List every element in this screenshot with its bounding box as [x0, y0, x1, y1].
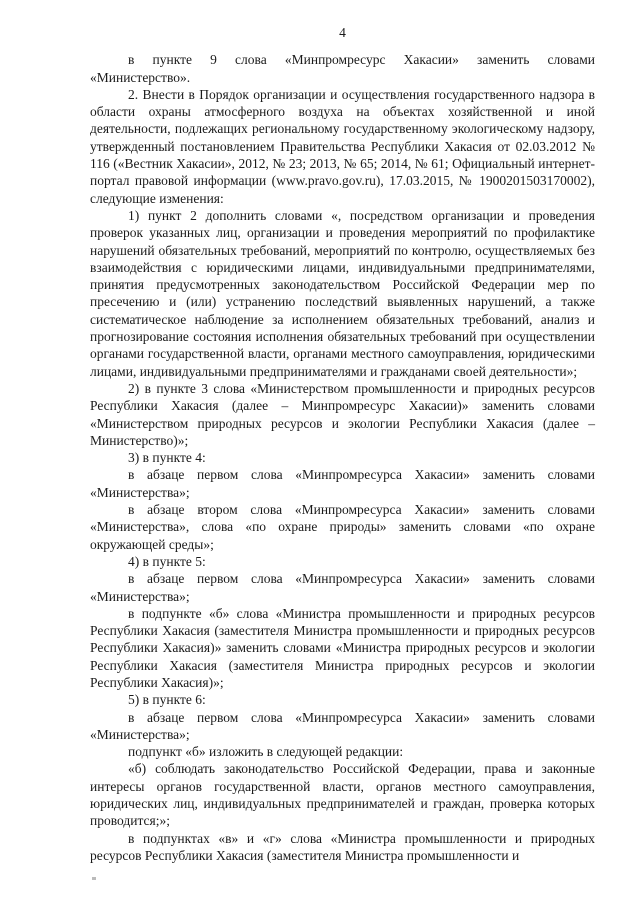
paragraph: в абзаце втором слова «Минпромресурса Хакасии» заменить словами «Министерства», слова «по охране природы» заменить словами «по охране окружающей среды»; [90, 502, 595, 552]
paragraph: 4) в пункте 5: [128, 553, 206, 569]
page-number: 4 [339, 25, 346, 40]
document-body [90, 51, 595, 864]
paragraph: в абзаце первом слова «Минпромресурса Хакасии» заменить словами «Министерства»; [90, 467, 595, 500]
paragraph: в подпункте «б» слова «Министра промышленности и природных ресурсов Республики Хакасия (заместителя Министра промышленности и природных ресурсов Республики Хакасия)» заменить словами «Министра природных ресурсов и экологии Республики Хакасия (заместителя Министра природных ресурсов и экологии Республики Хакасия)»; [90, 605, 595, 690]
scan-speck [92, 877, 96, 880]
paragraph: «б) соблюдать законодательство Российской Федерации, права и законные интересы органов государственной власти, органов местного самоуправления, юридических лиц, индивидуальных предпринимателей и граждан, проверка которых проводится;»; [90, 761, 595, 829]
paragraph: в абзаце первом слова «Минпромресурса Хакасии» заменить словами «Министерства»; [90, 571, 595, 604]
paragraph: 2. Внести в Порядок организации и осуществления государственного надзора в области охраны атмосферного воздуха на объектах хозяйственной и иной деятельности, подлежащих региональному государственному экологическому надзору, утвержденный постановлением Правительства Республики Хакасия от 02.03.2012 № 116 («Вестник Хакасии», 2012, № 23; 2013, № 65; 2014, № 61; Официальный интернет-портал правовой информации (www.pravo.gov.ru), 17.03.2015, № 1900201503170002), следующие изменения: [90, 86, 595, 206]
paragraph: 3) в пункте 4: [128, 450, 206, 466]
paragraph: в подпунктах «в» и «г» слова «Министра промышленности и природных ресурсов Республики Хакасия (заместителя Министра промышленности и [90, 830, 595, 863]
paragraph: подпункт «б» изложить в следующей редакции: [128, 744, 404, 760]
paragraph: в абзаце первом слова «Минпромресурса Хакасии» заменить словами «Министерства»; [90, 709, 595, 742]
paragraph: 5) в пункте 6: [128, 692, 206, 708]
document-page [90, 24, 595, 864]
paragraph: 1) пункт 2 дополнить словами «, посредством организации и проведения проверок указанных лиц, организации и проведения мероприятий по профилактике нарушений обязательных требований, мероприятий по контролю, осуществляемых без взаимодействия с юридическими лицами, индивидуальными предпринимателями, принятия предусмотренных законодательством Российской Федерации мер по пресечению и (или) устранению последствий выявленных нарушений, а также систематическое наблюдение за исполнением обязательных требований, анализ и прогнозирование состояния исполнения обязательных требований при осуществлении органами государственной власти, органами местного самоуправления, юридическими лицами, индивидуальными предпринимателями и гражданами своей деятельности»; [90, 207, 595, 379]
paragraph: в пункте 9 слова «Минпромресурс Хакасии» заменить словами «Министерство». [90, 52, 595, 85]
paragraph: 2) в пункте 3 слова «Министерством промышленности и природных ресурсов Республики Хакасия (далее – Минпромресурс Хакасии)» заменить словами «Министерством природных ресурсов и экологии Республики Хакасия (далее – Министерство)»; [90, 380, 595, 448]
